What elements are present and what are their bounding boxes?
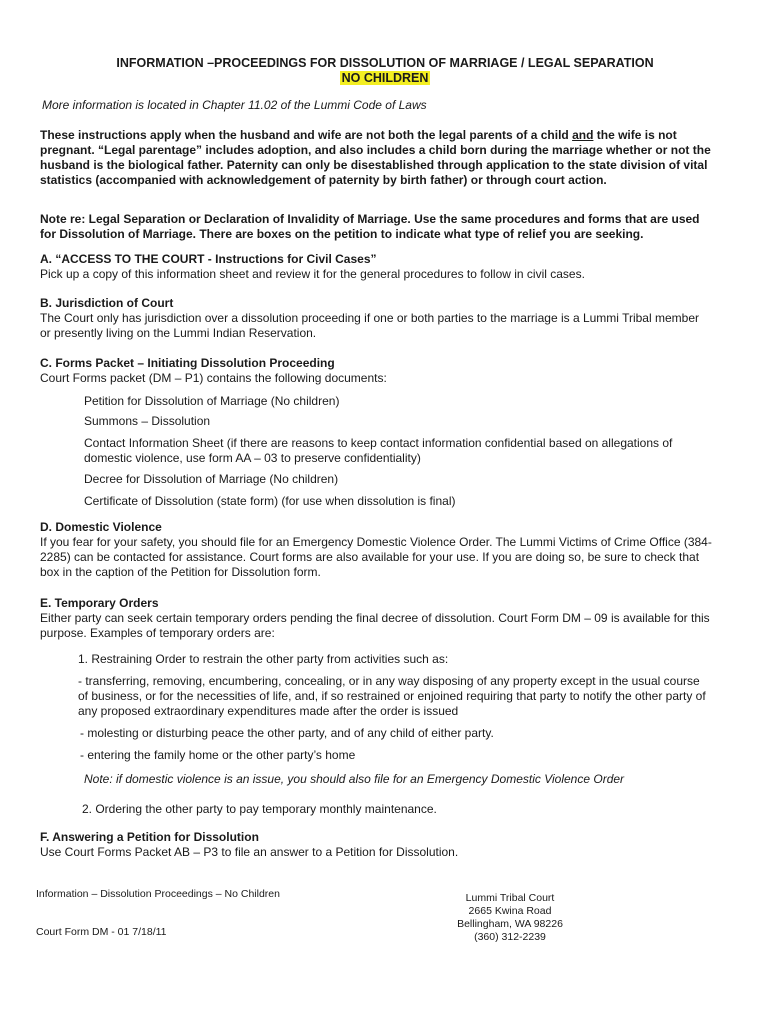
forms-list-item: Petition for Dissolution of Marriage (No children) (84, 394, 340, 408)
instructions-underlined-word: and (572, 128, 594, 142)
court-name: Lummi Tribal Court (465, 892, 555, 904)
section-d (40, 520, 712, 580)
title-highlight-no-children: NO CHILDREN (341, 71, 429, 85)
instructions-paragraph (40, 128, 712, 188)
forms-list-item: Certificate of Dissolution (state form) (for use when dissolution is final) (84, 494, 456, 508)
section-a-heading: A. “ACCESS TO THE COURT - Instructions for Civil Cases” (40, 252, 377, 266)
instructions-part-2: the wife is not pregnant. “Legal parentage” includes adoption, and also includes a child born during the marriage whether or not the husband is the biological father. Paternity can only be disestablished through application to the state division of vital statistics (accompanied with acknowledgement of paternity by birth father) or through court action. (40, 128, 711, 187)
section-c (40, 356, 712, 386)
temporary-order-subitem: - entering the family home or the other party’s home (80, 748, 356, 762)
temporary-order-item-2: 2. Ordering the other party to pay temporary monthly maintenance. (82, 802, 437, 816)
section-e (40, 596, 712, 641)
court-address-line-1: 2665 Kwina Road (468, 905, 552, 917)
section-c-heading: C. Forms Packet – Initiating Dissolution Proceeding (40, 356, 335, 370)
section-f-text: Use Court Forms Packet AB – P3 to file an answer to a Petition for Dissolution. (40, 845, 459, 859)
title-line-1: INFORMATION –PROCEEDINGS FOR DISSOLUTION OF MARRIAGE / LEGAL SEPARATION (116, 56, 654, 70)
forms-list-item: Contact Information Sheet (if there are reasons to keep contact information confidential based on allegations of domestic violence, use form AA – 03 to preserve confidentiality) (84, 436, 673, 465)
forms-list-item: Decree for Dissolution of Marriage (No children) (84, 472, 339, 486)
court-phone: (360) 312-2239 (474, 931, 546, 943)
section-f-heading: F. Answering a Petition for Dissolution (40, 830, 259, 844)
instructions-part-1: These instructions apply when the husband and wife are not both the legal parents of a child (40, 128, 573, 142)
temporary-order-subitem: - transferring, removing, encumbering, concealing, or in any way disposing of any property except in the usual course of business, or for the necessities of life, and, if so restrained or enjoined requiring that party to notify the other party of any proposed extraordinary expenditures made after the order is issued (78, 674, 706, 718)
section-b (40, 296, 712, 341)
section-c-text: Court Forms packet (DM – P1) contains the following documents: (40, 371, 387, 385)
intro-reference: More information is located in Chapter 11.02 of the Lummi Code of Laws (42, 98, 427, 112)
page-title (40, 56, 730, 86)
temporary-order-item-1: 1. Restraining Order to restrain the other party from activities such as: (78, 652, 449, 666)
section-a-text: Pick up a copy of this information sheet and review it for the general procedures to follow in civil cases. (40, 267, 585, 281)
section-d-heading: D. Domestic Violence (40, 520, 162, 534)
section-a (40, 252, 712, 282)
section-d-text: If you fear for your safety, you should file for an Emergency Domestic Violence Order. The Lummi Victims of Crime Office (384-2285) can be contacted for assistance. Court forms are also available for your use. If you are doing so, be sure to check that box in the caption of the Petition for Dissolution form. (40, 535, 712, 579)
section-e-text: Either party can seek certain temporary orders pending the final decree of dissolution. Court Form DM – 09 is available for this purpose. Examples of temporary orders are: (40, 611, 710, 640)
section-e-heading: E. Temporary Orders (40, 596, 159, 610)
section-b-text: The Court only has jurisdiction over a dissolution proceeding if one or both parties to the marriage is a Lummi Tribal member or presently living on the Lummi Indian Reservation. (40, 311, 699, 340)
court-address-line-2: Bellingham, WA 98226 (457, 918, 563, 930)
section-b-heading: B. Jurisdiction of Court (40, 296, 174, 310)
note-paragraph: Note re: Legal Separation or Declaration of Invalidity of Marriage. Use the same procedures and forms that are used for Dissolution of Marriage. There are boxes on the petition to indicate what type of relief you are seeking. (40, 212, 700, 241)
footer-title: Information – Dissolution Proceedings – No Children (36, 888, 280, 900)
temporary-order-subitem: - molesting or disturbing peace the other party, and of any child of either party. (80, 726, 494, 740)
section-f (40, 830, 712, 860)
footer-court-address (430, 892, 590, 944)
domestic-violence-note: Note: if domestic violence is an issue, you should also file for an Emergency Domestic Violence Order (84, 772, 625, 786)
forms-list-item: Summons – Dissolution (84, 414, 211, 428)
footer-form-id: Court Form DM - 01 7/18/11 (36, 926, 167, 938)
